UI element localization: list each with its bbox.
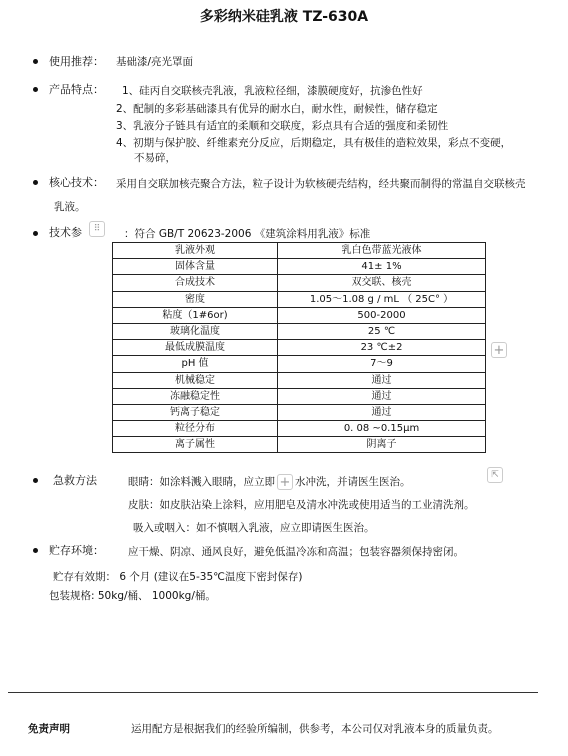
packaging: 包装规格: 50kg/桶、 1000kg/桶。: [49, 590, 216, 602]
disclaimer-label: 免责声明: [28, 723, 70, 735]
spec-value: 通过: [278, 372, 486, 388]
table-row: [113, 356, 486, 372]
firstaid-inhale: 吸入或咽入：如不慎咽入乳液，应立即请医生医治。: [133, 522, 375, 534]
bullet: [33, 548, 38, 553]
drag-handle-icon[interactable]: ⠿: [89, 221, 105, 237]
document-title: 多彩纳米硅乳液 TZ-630A: [199, 9, 369, 25]
spec-value: 阴离子: [278, 437, 486, 453]
usage-label: 使用推荐：: [49, 55, 104, 68]
bullet: [33, 180, 38, 185]
spec-key: 钙离子稳定: [113, 404, 278, 420]
bullet: [33, 231, 38, 236]
spec-key: 最低成膜温度: [113, 340, 278, 356]
bullet: [33, 59, 38, 64]
firstaid-label: 急救方法: [53, 474, 97, 487]
table-row: [113, 340, 486, 356]
spec-key: 合成技术: [113, 275, 278, 291]
divider: [8, 692, 538, 693]
table-row: [113, 404, 486, 420]
storage-label: 贮存环境：: [49, 544, 104, 557]
spec-value: 500-2000: [278, 307, 486, 323]
firstaid-eyes-a: 眼睛：如涂料溅入眼睛，应立即: [128, 476, 275, 488]
spec-key: 固体含量: [113, 259, 278, 275]
table-row: [113, 307, 486, 323]
tech-standard: ：符合 GB/T 20623-2006 《建筑涂料用乳液》标准: [124, 228, 371, 240]
resize-icon[interactable]: ⇱: [487, 467, 503, 483]
spec-key: 冻融稳定性: [113, 388, 278, 404]
spec-value: 双交联、核壳: [278, 275, 486, 291]
table-row: [113, 243, 486, 259]
tech-label: 技术参: [49, 226, 82, 239]
table-row: [113, 291, 486, 307]
bullet: [33, 87, 38, 92]
firstaid-skin: 皮肤：如皮肤沾染上涂料，应用肥皂及清水冲洗或使用适当的工业清洗剂。: [128, 499, 475, 511]
spec-value: 1.05～1.08 g / mL （ 25C° ）: [278, 291, 486, 307]
spec-value: 通过: [278, 404, 486, 420]
bullet: [33, 478, 38, 483]
spec-key: 乳液外观: [113, 243, 278, 259]
spec-key: 机械稳定: [113, 372, 278, 388]
spec-key: pH 值: [113, 356, 278, 372]
feature-item: 3、乳液分子链具有适宜的柔顺和交联度，彩点具有合适的强度和柔韧性: [116, 120, 449, 132]
storage-value: 应干燥、阴凉、通风良好，避免低温冷冻和高温；包装容器须保持密闭。: [128, 546, 464, 558]
firstaid-eyes-b: 水冲洗，并请医生医治。: [295, 476, 411, 488]
add-icon[interactable]: +: [491, 342, 507, 358]
spec-key: 玻璃化温度: [113, 323, 278, 339]
features-label: 产品特点：: [49, 83, 104, 96]
feature-item: 不易碎，: [134, 152, 176, 164]
table-row: [113, 388, 486, 404]
spec-value: 7～9: [278, 356, 486, 372]
add-icon[interactable]: +: [277, 474, 293, 490]
table-row: [113, 421, 486, 437]
spec-value: 乳白色带蓝光液体: [278, 243, 486, 259]
table-row: [113, 259, 486, 275]
spec-key: 粘度（1#6or): [113, 307, 278, 323]
spec-value: 通过: [278, 388, 486, 404]
spec-value: 25 ℃: [278, 323, 486, 339]
shelf-life: 贮存有效期： 6 个月 (建议在5-35℃温度下密封保存): [53, 571, 303, 583]
feature-item: 4、初期与保护胶、纤维素充分反应，后期稳定，具有极佳的造粒效果，彩点不变硬，: [116, 137, 512, 149]
spec-table: [112, 242, 486, 453]
table-row: [113, 275, 486, 291]
spec-value: 0. 08 ~0.15μm: [278, 421, 486, 437]
core-text: 乳液。: [54, 201, 86, 213]
disclaimer-text: 运用配方是根据我们的经验所编制，供参考，本公司仅对乳液本身的质量负责。: [131, 723, 499, 735]
table-row: [113, 437, 486, 453]
spec-key: 密度: [113, 291, 278, 307]
feature-item: 1、硅丙自交联核壳乳液，乳液粒径细，漆膜硬度好，抗渗色性好: [122, 85, 423, 97]
core-text: 采用自交联加核壳聚合方法，粒子设计为软核硬壳结构，经共聚而制得的常温自交联核壳: [116, 178, 526, 190]
table-row: [113, 372, 486, 388]
firstaid-eyes: [128, 474, 411, 490]
table-row: [113, 323, 486, 339]
spec-key: 粒径分布: [113, 421, 278, 437]
usage-value: 基础漆/亮光罩面: [116, 56, 194, 68]
spec-value: 41± 1%: [278, 259, 486, 275]
spec-value: 23 ℃±2: [278, 340, 486, 356]
core-label: 核心技术：: [49, 176, 104, 189]
feature-item: 2、配制的多彩基础漆具有优异的耐水白，耐水性，耐候性，储存稳定: [116, 103, 438, 115]
spec-key: 离子属性: [113, 437, 278, 453]
